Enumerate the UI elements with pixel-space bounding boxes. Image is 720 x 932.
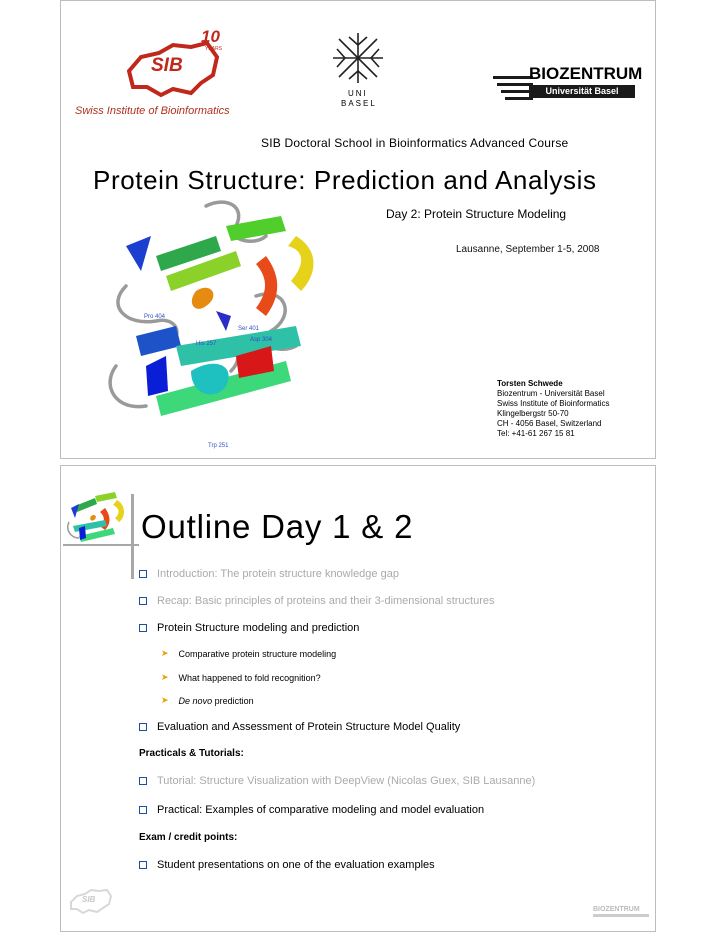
arrow-bullet-icon: ➤ — [161, 695, 169, 705]
footer-biozentrum-text: BIOZENTRUM — [593, 906, 640, 913]
checkbox-bullet-icon — [139, 597, 147, 605]
footer-biozentrum — [593, 906, 649, 917]
protein-thumbnail-icon — [65, 486, 131, 552]
author-line: Swiss Institute of Bioinformatics — [497, 399, 610, 408]
sib-anniversary-sub: YEARS — [205, 46, 222, 52]
checkbox-bullet-icon — [139, 723, 147, 731]
outline-item: Recap: Basic principles of proteins and their 3-dimensional structures — [139, 595, 495, 607]
biozentrum-stripes-icon — [493, 68, 533, 100]
protein-structure-image — [96, 196, 336, 449]
author-line: CH - 4056 Basel, Switzerland — [497, 419, 602, 428]
unibasel-logo — [329, 29, 387, 109]
unibasel-line2: BASEL — [341, 99, 377, 108]
author-line: Biozentrum - Universität Basel — [497, 389, 605, 398]
protein-ribbon-icon — [96, 196, 336, 436]
sib-anniversary-badge: 10 — [201, 27, 220, 46]
checkbox-bullet-icon — [139, 570, 147, 578]
slide-title: Protein Structure: Prediction and Analysis — [93, 165, 597, 195]
unibasel-emblem-icon — [329, 29, 387, 87]
checkbox-bullet-icon — [139, 806, 147, 814]
denovo-italic: De novo — [178, 695, 213, 706]
outline-item: Tutorial: Structure Visualization with DeepView (Nicolas Guex, SIB Lausanne) — [139, 775, 535, 787]
residue-label: His 257 — [196, 341, 217, 347]
outline-subitem: ➤ What happened to fold recognition? — [161, 672, 321, 683]
footer-sib-text: SIB — [82, 895, 96, 904]
author-name: Torsten Schwede — [497, 379, 563, 388]
residue-label: Asp 304 — [250, 337, 273, 343]
author-line: Klingelbergstr 50-70 — [497, 409, 569, 418]
practicals-header: Practicals & Tutorials: — [139, 748, 244, 759]
outline-item: Introduction: The protein structure knowledge gap — [139, 568, 399, 580]
venue-date: Lausanne, September 1-5, 2008 — [456, 244, 600, 255]
outline-title: Outline Day 1 & 2 — [141, 508, 414, 545]
biozentrum-logo — [493, 64, 643, 104]
unibasel-line1: UNI — [348, 89, 368, 98]
slide-subtitle: Day 2: Protein Structure Modeling — [386, 207, 567, 221]
sib-caption: Swiss Institute of Bioinformatics — [75, 105, 230, 117]
exam-header: Exam / credit points: — [139, 832, 238, 843]
outline-subitem: ➤ Comparative protein structure modeling — [161, 648, 337, 659]
footer-sib-logo — [67, 886, 113, 916]
outline-slide — [60, 465, 656, 932]
sib-logo — [121, 27, 231, 101]
residue-label: Ser 401 — [238, 326, 260, 332]
outline-subitem — [161, 695, 254, 706]
title-divider-horizontal — [63, 544, 139, 546]
checkbox-bullet-icon — [139, 861, 147, 869]
outline-item: Protein Structure modeling and prediction — [139, 622, 359, 634]
residue-label: Trp 251 — [208, 443, 229, 449]
biozentrum-name: BIOZENTRUM — [529, 64, 643, 83]
arrow-bullet-icon: ➤ — [161, 672, 169, 682]
outline-item: Practical: Examples of comparative modeling and model evaluation — [139, 804, 484, 816]
denovo-rest: prediction — [212, 695, 254, 706]
checkbox-bullet-icon — [139, 777, 147, 785]
author-line: Tel: +41-61 267 15 81 — [497, 429, 575, 438]
outline-item: Evaluation and Assessment of Protein Structure Model Quality — [139, 721, 460, 733]
residue-label: Pro 404 — [144, 314, 166, 320]
course-name: SIB Doctoral School in Bioinformatics Advanced Course — [261, 136, 569, 150]
protein-thumbnail — [65, 486, 131, 552]
title-slide — [60, 0, 656, 459]
sib-logo-text: SIB — [151, 55, 183, 76]
biozentrum-sub: Universität Basel — [529, 85, 635, 98]
author-block — [497, 379, 609, 439]
title-divider-vertical — [131, 494, 134, 579]
outline-item: Student presentations on one of the evaluation examples — [139, 859, 435, 871]
arrow-bullet-icon: ➤ — [161, 648, 169, 658]
checkbox-bullet-icon — [139, 624, 147, 632]
